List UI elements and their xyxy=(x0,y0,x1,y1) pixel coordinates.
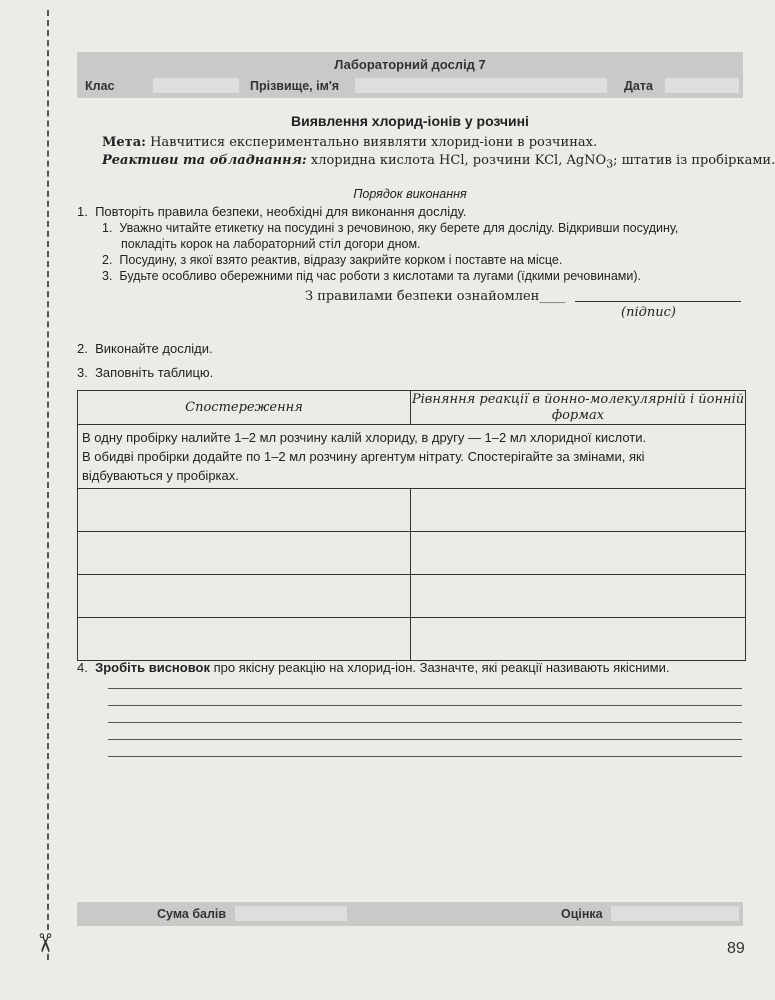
observation-cell[interactable] xyxy=(78,618,411,661)
cut-line xyxy=(47,10,49,960)
safety-rule-3 xyxy=(102,269,641,283)
reagents-line xyxy=(102,153,775,171)
step-text: про якісну реакцію на хлорид-іон. Зазначте, які реакції називають якісними. xyxy=(210,660,670,675)
sum-label: Сума балів xyxy=(157,907,227,921)
step-number: 1. xyxy=(77,204,88,219)
equations-header: Рівняння реакції в йонно-молекулярній і йонній формах xyxy=(411,391,745,423)
table-row xyxy=(78,532,746,575)
equation-cell[interactable] xyxy=(411,618,746,661)
equation-cell[interactable] xyxy=(411,532,746,575)
rule-text: Посудину, з якої взято реактив, відразу закрийте корком і поставте на місце. xyxy=(119,253,563,267)
reagents-text-end: ; штатив із пробірками. xyxy=(613,153,775,168)
safety-rule-1-cont: покладіть корок на лабораторний стіл догори дном. xyxy=(121,237,421,251)
step-text: Заповніть таблицю. xyxy=(95,365,214,380)
procedure-heading: Порядок виконання xyxy=(353,187,467,201)
safety-acknowledgement: З правилами безпеки ознайомлен____ xyxy=(305,289,566,304)
scissors-icon: ✂ xyxy=(28,932,59,954)
answer-line[interactable] xyxy=(108,688,742,689)
equation-cell[interactable] xyxy=(411,489,746,532)
instruction-row xyxy=(78,425,746,489)
goal-line xyxy=(102,135,597,150)
table-header-row xyxy=(78,391,746,425)
rule-number: 1. xyxy=(102,221,113,235)
rule-number: 3. xyxy=(102,269,113,283)
grade-field[interactable] xyxy=(611,906,739,921)
safety-rule-2 xyxy=(102,253,562,267)
step-2 xyxy=(77,341,213,356)
date-field[interactable] xyxy=(665,78,739,93)
reagents-text: хлоридна кислота HCl, розчини KCl, AgNO xyxy=(310,153,607,168)
class-label: Клас xyxy=(85,79,115,93)
instruction-line: В одну пробірку налийте 1–2 мл розчину калій хлориду, в другу — 1–2 мл хлоридної кислоти. xyxy=(82,430,647,445)
rule-text: Будьте особливо обережними під час роботи з кислотами та лугами (їдкими речовинами). xyxy=(119,269,642,283)
signature-caption: (підпис) xyxy=(621,305,676,320)
answer-line[interactable] xyxy=(108,756,742,757)
reagents-subscript: 3 xyxy=(606,157,614,171)
step-4 xyxy=(77,660,669,675)
page-number: 89 xyxy=(727,940,745,957)
step-text: Виконайте досліди. xyxy=(95,341,213,356)
instruction-line: відбуваються у пробірках. xyxy=(82,468,239,483)
rule-number: 2. xyxy=(102,253,113,267)
observation-cell[interactable] xyxy=(78,532,411,575)
answer-line[interactable] xyxy=(108,722,742,723)
step-text: Повторіть правила безпеки, необхідні для виконання досліду. xyxy=(95,204,467,219)
table-row xyxy=(78,618,746,661)
step-3 xyxy=(77,365,213,380)
date-label: Дата xyxy=(624,79,653,93)
step-number: 4. xyxy=(77,660,88,675)
name-field[interactable] xyxy=(355,78,607,93)
lab-title: Лабораторний дослід 7 xyxy=(334,57,486,72)
goal-label: Мета: xyxy=(102,135,146,150)
reagents-label: Реактиви та обладнання: xyxy=(102,153,307,168)
observation-table xyxy=(77,390,746,661)
lab-header xyxy=(77,52,743,98)
answer-line[interactable] xyxy=(108,705,742,706)
table-row xyxy=(78,575,746,618)
name-label: Прізвище, ім'я xyxy=(250,79,340,93)
equation-cell[interactable] xyxy=(411,575,746,618)
answer-line[interactable] xyxy=(108,739,742,740)
safety-rule-1 xyxy=(102,221,678,235)
instruction-line: В обидві пробірки додайте по 1–2 мл розчину аргентум нітрату. Спостерігайте за змінами, які xyxy=(82,449,645,464)
table-row xyxy=(78,489,746,532)
score-footer xyxy=(77,902,743,926)
grade-label: Оцінка xyxy=(561,907,603,921)
page-title: Виявлення хлорид-іонів у розчині xyxy=(291,113,529,129)
class-field[interactable] xyxy=(153,78,239,93)
goal-text: Навчитися експериментально виявляти хлорид-іони в розчинах. xyxy=(150,135,598,150)
signature-line[interactable] xyxy=(575,288,741,302)
observations-header: Спостереження xyxy=(78,391,411,425)
observation-cell[interactable] xyxy=(78,489,411,532)
step-1 xyxy=(77,204,466,219)
instruction-cell xyxy=(78,425,746,489)
step-number: 2. xyxy=(77,341,88,356)
observation-cell[interactable] xyxy=(78,575,411,618)
step-bold-text: Зробіть висновок xyxy=(95,660,210,675)
rule-text: Уважно читайте етикетку на посудині з речовиною, яку берете для досліду. Відкривши посудину, xyxy=(119,221,679,235)
sum-field[interactable] xyxy=(235,906,347,921)
step-number: 3. xyxy=(77,365,88,380)
